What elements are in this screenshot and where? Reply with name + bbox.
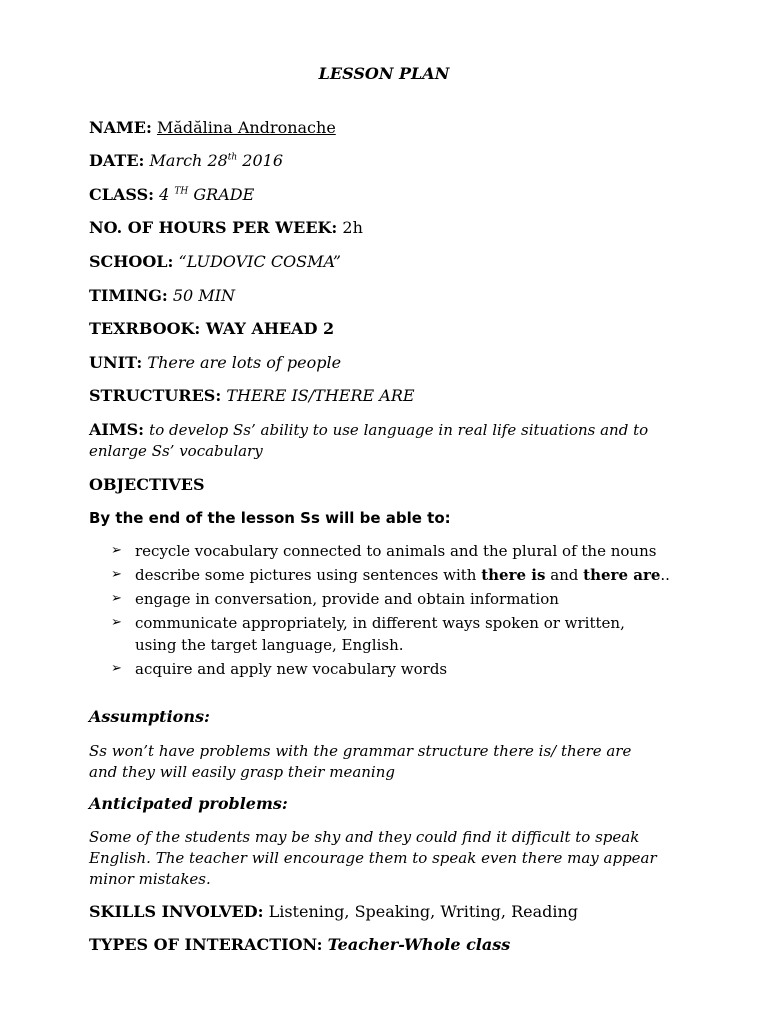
name-label: NAME: (89, 118, 152, 137)
page-title: LESSON PLAN (318, 64, 450, 83)
school-row (89, 252, 709, 272)
aims-line-2: enlarge Ss’ vocabulary (89, 442, 263, 460)
objectives-intro: By the end of the lesson Ss will be able to: (89, 509, 451, 527)
list-item: ➢ communicate appropriately, in different ways spoken or written, using the target language, English. (111, 614, 625, 654)
skills-row (89, 902, 709, 922)
list-item: ➢ engage in conversation, provide and obtain information (111, 590, 559, 608)
timing-value: 50 MIN (172, 286, 236, 305)
assumptions-text: Ss won’t have problems with the grammar structure there is/ there are and they will easily grasp their meaning (89, 742, 632, 781)
objectives-list (111, 540, 671, 682)
skills-value: Listening, Speaking, Writing, Reading (268, 902, 579, 921)
class-label: CLASS: (89, 185, 155, 204)
arrow-bullet-icon: ➢ (111, 661, 122, 676)
skills-label: SKILLS INVOLVED: (89, 902, 264, 921)
structures-label: STRUCTURES: (89, 386, 222, 405)
anticipated-problems-heading: Anticipated problems: (89, 794, 288, 813)
timing-row (89, 286, 709, 306)
objectives-heading: OBJECTIVES (89, 475, 205, 494)
hours-value: 2h (342, 218, 363, 237)
arrow-bullet-icon: ➢ (111, 567, 122, 582)
interaction-label: TYPES OF INTERACTION: (89, 935, 323, 954)
date-value: March 28th 2016 (149, 151, 284, 170)
assumptions-heading: Assumptions: (89, 707, 210, 726)
list-item: ➢ describe some pictures using sentences with there is and there are.. (111, 566, 670, 584)
timing-label: TIMING: (89, 286, 168, 305)
date-label: DATE: (89, 151, 145, 170)
structures-row (89, 386, 709, 406)
aims-line-1: to develop Ss’ ability to use language in real life situations and to (149, 421, 649, 439)
list-item: ➢ acquire and apply new vocabulary words (111, 660, 448, 678)
name-row (89, 118, 709, 138)
aims-row (89, 420, 709, 440)
unit-value: There are lots of people (147, 353, 342, 372)
structures-value: THERE IS/THERE ARE (226, 386, 415, 405)
anticipated-problems-text: Some of the students may be shy and they could find it difficult to speak English. The teacher will encourage them to speak even there may appear minor mistakes. (89, 828, 657, 888)
interaction-row (89, 935, 709, 955)
textbook-row (89, 319, 709, 339)
unit-row (89, 353, 709, 373)
list-item: ➢ recycle vocabulary connected to animals and the plural of the nouns (111, 542, 657, 560)
school-label: SCHOOL: (89, 252, 174, 271)
arrow-bullet-icon: ➢ (111, 591, 122, 606)
class-value: 4 $^{TH}$ GRADE (159, 185, 255, 204)
hours-label: NO. OF HOURS PER WEEK: (89, 218, 338, 237)
arrow-bullet-icon: ➢ (111, 615, 122, 630)
hours-row (89, 218, 709, 238)
class-row (89, 185, 709, 205)
school-value: “LUDOVIC COSMA” (178, 252, 341, 271)
unit-label: UNIT: (89, 353, 143, 372)
name-value: Mădălina Andronache (156, 118, 336, 137)
arrow-bullet-icon: ➢ (111, 543, 122, 558)
date-row (89, 151, 709, 171)
interaction-value: Teacher-Whole class (327, 935, 511, 954)
aims-label: AIMS: (89, 420, 145, 439)
textbook-label: TEXRBOOK: WAY AHEAD 2 (89, 319, 335, 338)
